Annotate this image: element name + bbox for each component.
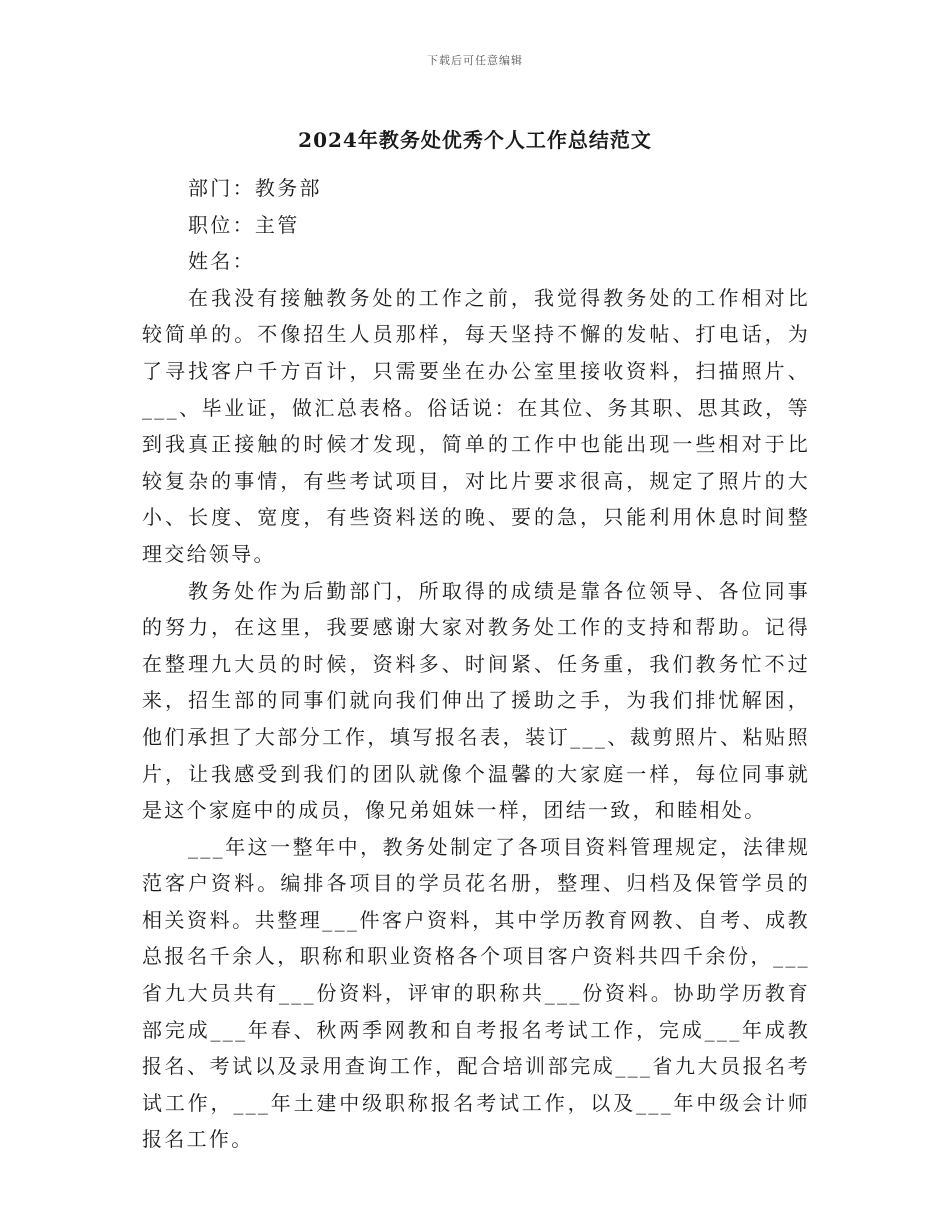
info-name: 姓名： — [188, 249, 255, 274]
paragraph: 教务处作为后勤部门，所取得的成绩是靠各位领导、各位同事的努力，在这里，我要感谢大家对教务处工作的支持和帮助。记得在整理九大员的时候，资料多、时间紧、任务重，我们教务忙不过来，招生部的同事们就向我们伸出了援助之手，为我们排忧解困，他们承担了大部分工作，填写报名表，装订___、裁剪照片、粘贴照片，让我感受到我们的团队就像个温馨的大家庭一样，每位同事就是这个家庭中的成员，像兄弟姐妹一样，团结一致，和睦相处。 — [142, 578, 810, 823]
document-title: 2024年教务处优秀个人工作总结范文 — [298, 128, 652, 152]
paragraph: ___年这一整年中，教务处制定了各项目资料管理规定，法律规范客户资料。编排各项目的学员花名册，整理、归档及保管学员的相关资料。共整理___件客户资料，其中学历教育网教、自考、成教总报名千余人，职称和职业资格各个项目客户资料共四千余份，___省九大员共有___份资料，评审的职称共___份资料。协助学历教育部完成___年春、秋两季网教和自考报名考试工作，完成___年成教报名、考试以及录用查询工作，配合培训部完成___省九大员报名考试工作，___年土建中级职称报名考试工作，以及___年中级会计师报名工作。 — [142, 834, 810, 1152]
document-body — [142, 170, 810, 1158]
info-position: 职位：主管 — [188, 212, 300, 237]
header-note: 下载后可任意编辑 — [427, 54, 523, 67]
info-department: 部门：教务部 — [188, 176, 322, 200]
paragraph: 在我没有接触教务处的工作之前，我觉得教务处的工作相对比较简单的。不像招生人员那样，每天坚持不懈的发帖、打电话，为了寻找客户千方百计，只需要坐在办公室里接收资料，扫描照片、___、毕业证，做汇总表格。俗话说：在其位、务其职、思其政，等到我真正接触的时候才发现，简单的工作中也能出现一些相对于比较复杂的事情，有些考试项目，对比片要求很高，规定了照片的大小、长度、宽度，有些资料送的晚、要的急，只能利用休息时间整理交给领导。 — [142, 285, 810, 566]
